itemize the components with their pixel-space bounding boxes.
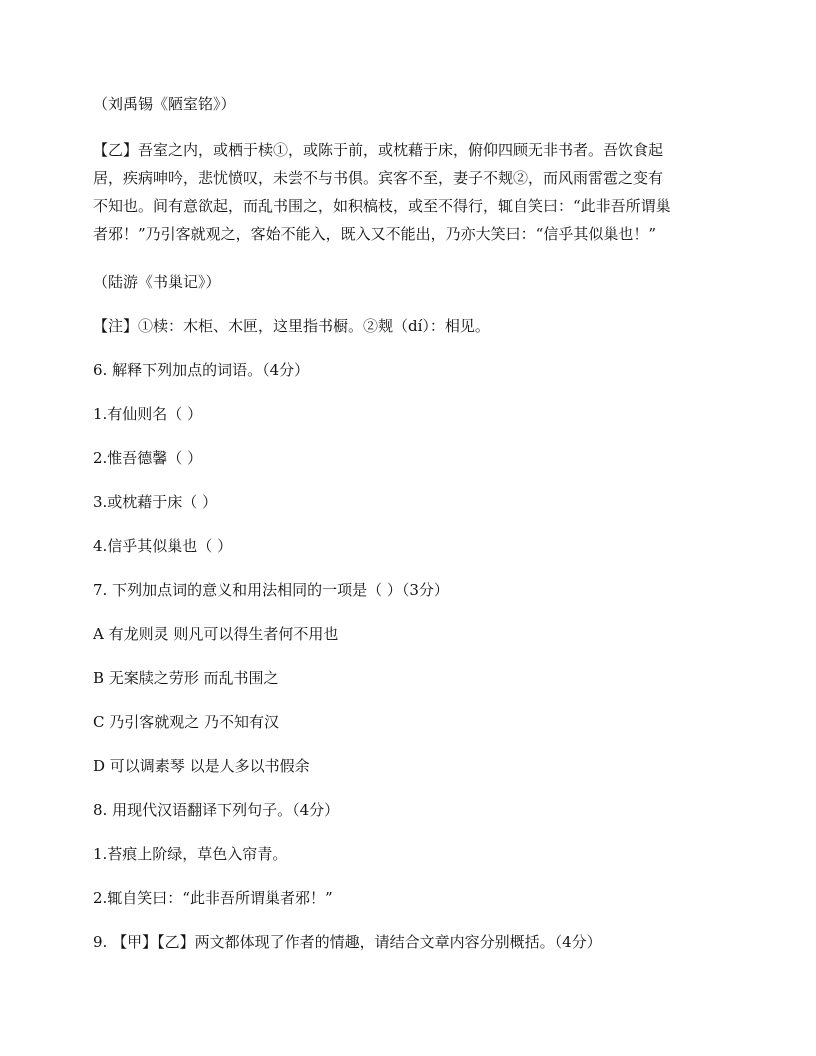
question-7-option: D 可以调素琴 以是人多以书假余 (93, 757, 310, 775)
annotation-note: 【注】①椟：木柜、木匣，这里指书橱。②觌（dí）：相见。 (93, 317, 490, 335)
question-7-stem: 7. 下列加点词的意义和用法相同的一项是（ ）（3分） (93, 581, 449, 599)
question-7-option: B 无案牍之劳形 而乱书围之 (93, 669, 279, 687)
question-7-option: C 乃引客就观之 乃不知有汉 (93, 713, 280, 731)
passage-b-line: 【乙】吾室之内，或栖于椟①，或陈于前，或枕藉于床，俯仰四顾无非书者。吾饮食起 (93, 141, 664, 159)
document-content (93, 92, 723, 954)
passage-b (93, 136, 723, 248)
passage-b-line: 者邪！”乃引客就观之，客始不能入，既入又不能出，乃亦大笑曰：“信乎其似巢也！” (93, 225, 657, 243)
source-citation-a: （刘禹锡《陋室铭》） (93, 95, 236, 113)
question-6-item: 1.有仙则名（ ） (93, 405, 203, 423)
question-6-item: 4.信乎其似巢也（ ） (93, 537, 233, 555)
question-7-option: A 有龙则灵 则凡可以得生者何不用也 (93, 625, 339, 643)
question-8-item: 2.辄自笑曰：“此非吾所谓巢者邪！” (93, 889, 333, 907)
question-8-stem: 8. 用现代汉语翻译下列句子。（4分） (93, 801, 340, 819)
source-citation-b: （陆游《书巢记》） (93, 273, 221, 291)
passage-b-line: 不知也。间有意欲起，而乱书围之，如积槁枝，或至不得行，辄自笑曰：“此非吾所谓巢 (93, 197, 671, 215)
question-9-stem: 9. 【甲】【乙】两文都体现了作者的情趣，请结合文章内容分别概括。（4分） (93, 933, 602, 951)
question-6-item: 2.惟吾德馨（ ） (93, 449, 203, 467)
question-6-stem: 6. 解释下列加点的词语。（4分） (93, 361, 310, 379)
question-8-item: 1.苔痕上阶绿，草色入帘青。 (93, 845, 288, 863)
passage-b-line: 居，疾病呻吟，悲忧愤叹，未尝不与书俱。宾客不至，妻子不觌②，而风雨雷雹之变有 (93, 169, 664, 187)
question-6-item: 3.或枕藉于床（ ） (93, 493, 218, 511)
